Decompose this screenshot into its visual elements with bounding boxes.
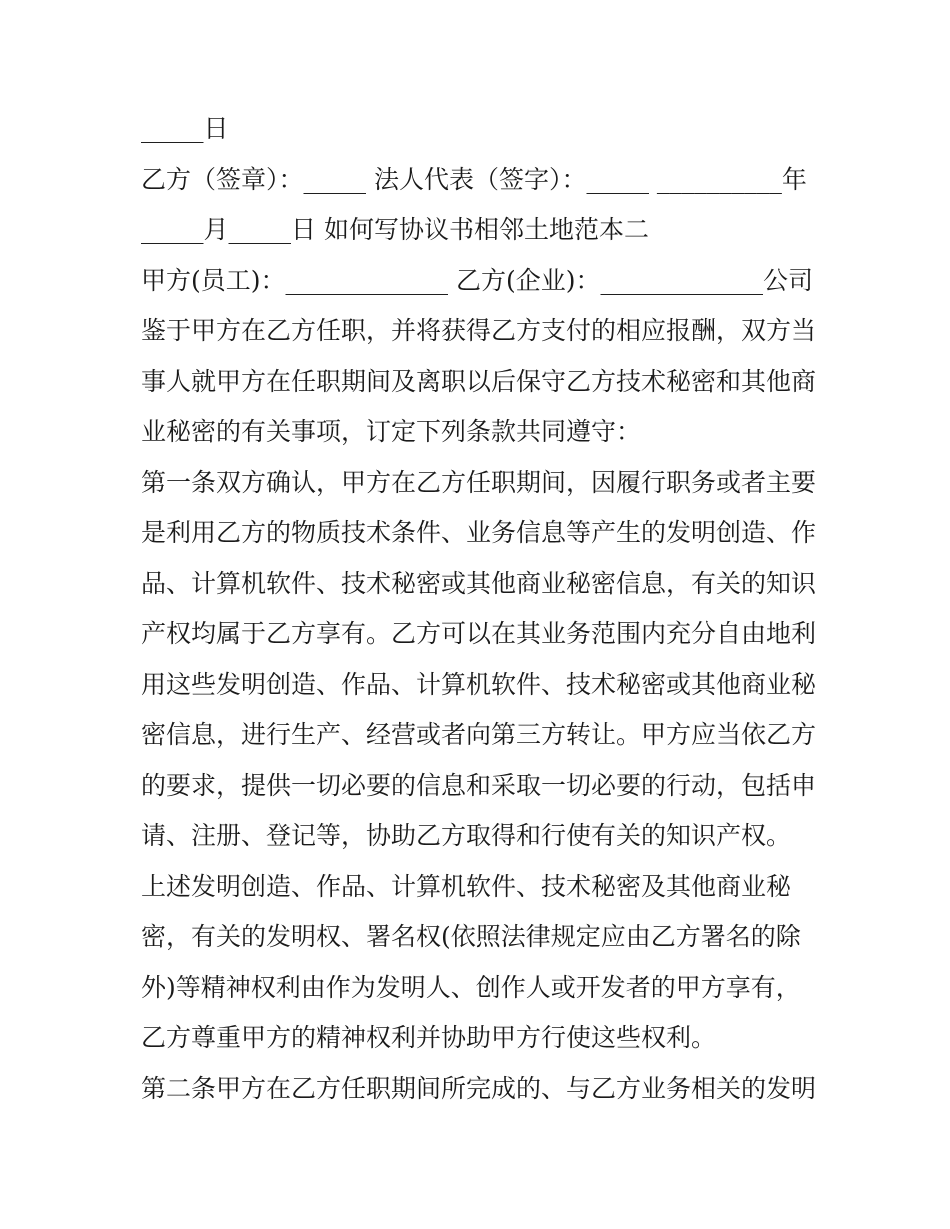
text-line: 乙方尊重甲方的精神权利并协助甲方行使这些权利。 <box>141 1023 717 1052</box>
text-line: 品、计算机软件、技术秘密或其他商业秘密信息，有关的知识 <box>141 568 817 598</box>
document-body <box>141 104 821 1114</box>
text-line: 甲方(员工)：_____________ 乙方(企业)：_____________公司 <box>141 265 813 295</box>
text-line: 外)等精神权利由作为发明人、创作人或开发者的甲方享有， <box>141 972 801 1002</box>
text-line: 是利用乙方的物质技术条件、业务信息等产生的发明创造、作 <box>141 518 817 547</box>
text-line: 的要求，提供一切必要的信息和采取一切必要的行动，包括申 <box>141 770 817 800</box>
text-line: 密信息，进行生产、经营或者向第三方转让。甲方应当依乙方 <box>141 720 817 749</box>
text-line: _____月_____日 如何写协议书相邻土地范本二 <box>141 215 649 244</box>
text-line: 产权均属于乙方享有。乙方可以在其业务范围内充分自由地利 <box>141 619 817 648</box>
text-line: 请、注册、登记等，协助乙方取得和行使有关的知识产权。 <box>141 821 792 850</box>
text-line: 业秘密的有关事项，订定下列条款共同遵守： <box>141 417 642 446</box>
text-line: _____日 <box>141 114 229 143</box>
text-line: 鉴于甲方在乙方任职，并将获得乙方支付的相应报酬，双方当 <box>141 316 817 345</box>
text-line: 第一条双方确认，甲方在乙方任职期间，因履行职务或者主要 <box>141 467 817 497</box>
text-line: 密，有关的发明权、署名权(依照法律规定应由乙方署名的除 <box>141 922 801 951</box>
text-line: 第二条甲方在乙方任职期间所完成的、与乙方业务相关的发明 <box>141 1073 817 1103</box>
text-line: 用这些发明创造、作品、计算机软件、技术秘密或其他商业秘 <box>141 669 817 699</box>
text-line: 乙方（签章）：_____ 法人代表（签字）：_____ __________年 <box>141 164 807 194</box>
text-line: 事人就甲方在任职期间及离职以后保守乙方技术秘密和其他商 <box>141 366 817 396</box>
text-line: 上述发明创造、作品、计算机软件、技术秘密及其他商业秘 <box>141 871 792 901</box>
